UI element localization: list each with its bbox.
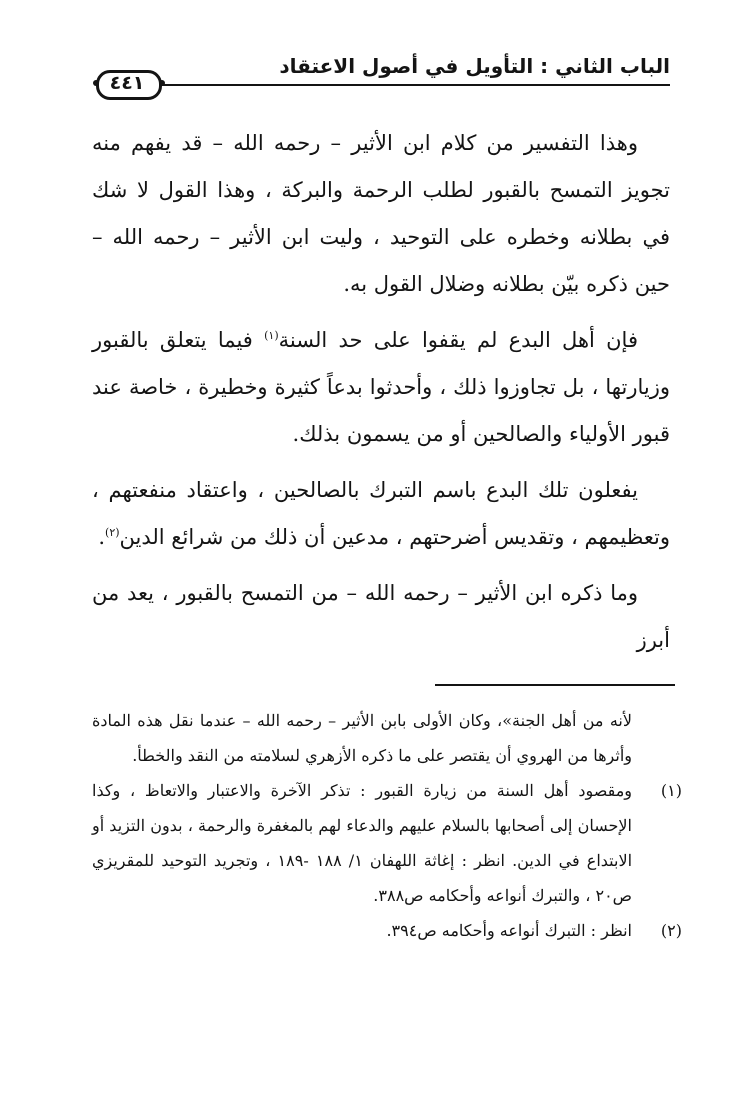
page-number: ٤٤١ xyxy=(109,72,145,94)
footnotes xyxy=(92,703,682,948)
footnote-1 xyxy=(92,773,682,913)
footnote-ref-2: (٢) xyxy=(105,526,120,539)
footnote-2 xyxy=(92,913,682,948)
paragraph-2-part-b: فيما يتعلق بالقبور وزيارتها ، بل تجاوزوا ذلك ، وأحدثوا بدعاً كثيرة وخطيرة ، خاصة عند قبور الأولياء والصالحين أو من يسمون بذلك. xyxy=(92,328,670,446)
footnote-2-text: انظر : التبرك أنواعه وأحكامه ص٣٩٤. xyxy=(386,921,632,940)
paragraph-3-part-b: . xyxy=(98,525,106,549)
page-number-badge xyxy=(92,66,162,100)
footnote-2-number: (٢) xyxy=(660,921,682,940)
footnote-1-text: ومقصود أهل السنة من زيارة القبور : تذكر الآخرة والاعتبار والاتعاظ ، وكذا الإحسان إلى أصحابها بالسلام عليهم والدعاء لهم بالمغفرة والرحمة ، بدون التزيد أو الابتداع في الدين. انظر : إغاثة اللهفان ١/ ١٨٨ -١٨٩ ، وتجريد التوحيد للمقريزي ص٢٠ ، والتبرك أنواعه وأحكامه ص٣٨٨. xyxy=(92,781,633,905)
paragraph-1: وهذا التفسير من كلام ابن الأثير – رحمه الله – قد يفهم منه تجويز التمسح بالقبور لطلب الرحمة والبركة ، وهذا القول لا شك في بطلانه وخطره على التوحيد ، وليت ابن الأثير – رحمه الله – حين ذكره بيّن بطلانه وضلال القول به. xyxy=(92,131,670,296)
page-header xyxy=(92,48,670,96)
paragraph-2-part-a: فإن أهل البدع لم يقفوا على حد السنة xyxy=(278,328,638,352)
main-text xyxy=(92,120,670,673)
footnote-ref-1: (١) xyxy=(264,329,279,342)
paragraph-4: وما ذكره ابن الأثير – رحمه الله – من التمسح بالقبور ، يعد من أبرز xyxy=(92,581,670,652)
paragraph-3-part-a: يفعلون تلك البدع باسم التبرك بالصالحين ، واعتقاد منفعتهم ، وتعظيمهم ، وتقديس أضرحتهم ، مدعين أن ذلك من شرائع الدين xyxy=(92,478,670,549)
chapter-title: الباب الثاني : التأويل في أصول الاعتقاد xyxy=(279,54,670,78)
paragraph-2 xyxy=(92,317,670,458)
header-rule xyxy=(162,84,670,86)
footnote-1-number: (١) xyxy=(660,781,682,800)
paragraph-3 xyxy=(92,467,670,561)
footnote-separator xyxy=(435,684,675,686)
footnote-continuation: لأنه من أهل الجنة»، وكان الأولى بابن الأثير – رحمه الله – عندما نقل هذه المادة وأثرها من الهروي أن يقتصر على ما ذكره الأزهري لسلامته من النقد والخطأ. xyxy=(92,711,632,765)
